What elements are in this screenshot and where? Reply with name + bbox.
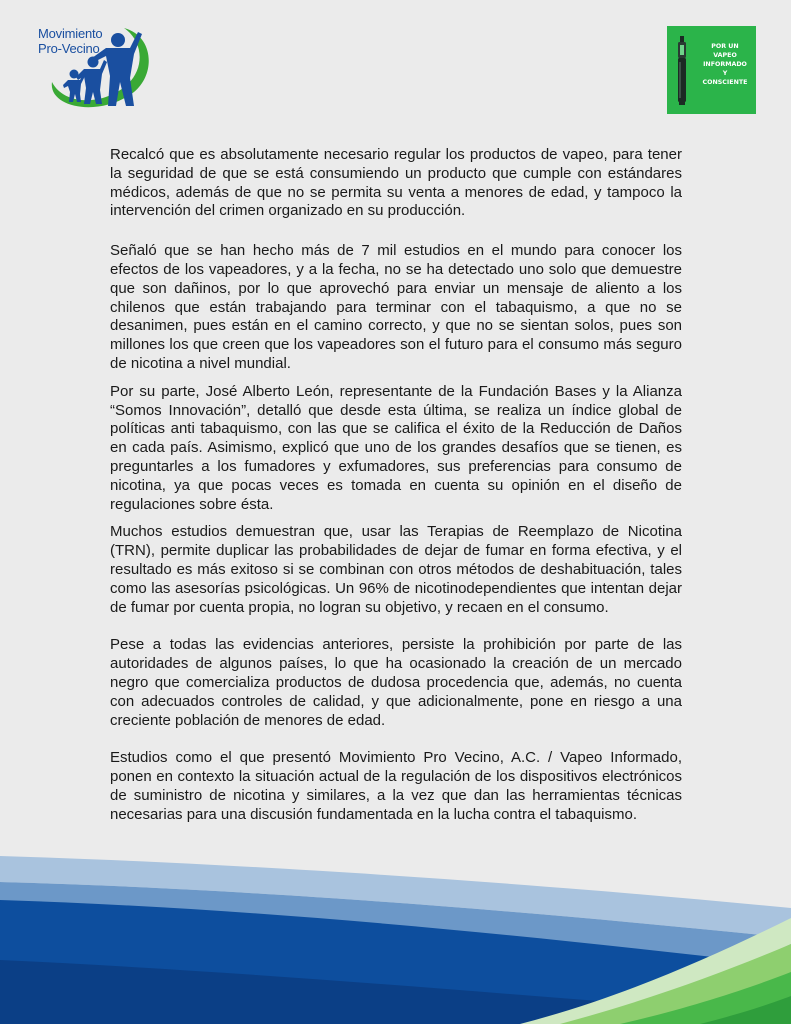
vapeo-informado-badge xyxy=(667,26,756,114)
footer-wave-decoration xyxy=(0,848,791,1024)
movimiento-pro-vecino-logo xyxy=(38,22,158,118)
paragraph: Señaló que se han hecho más de 7 mil estudios en el mundo para conocer los efectos de los vapeadores, y a la fecha, no se ha detectado uno solo que demuestre que son dañinos, por lo que aprovechó para enviar un mensaje de aliento a los chilenos que están trabajando para terminar con el tabaquismo, a que no se desanimen, pues están en el camino correcto, y que no se sientan solos, pues son millones los que creen que los vapeadores son el futuro para el consumo más seguro de nicotina a nivel mundial. xyxy=(110,242,682,372)
logo-wordmark xyxy=(38,26,102,56)
logo-line-2: Pro-Vecino xyxy=(38,41,100,56)
badge-line: VAPEO xyxy=(713,52,737,59)
article-body xyxy=(110,146,682,825)
paragraph: Pese a todas las evidencias anteriores, persiste la prohibición por parte de las autoridades de algunos países, lo que ha ocasionado la creación de un mercado negro que comercializa productos de dudosa procedencia que, además, no cuenta con adecuados controles de calidad, y que adicionalmente, pone en riesgo a una creciente población de menores de edad. xyxy=(110,636,682,729)
badge-slogan xyxy=(695,42,755,87)
paragraph: Recalcó que es absolutamente necesario regular los productos de vapeo, para tener la seguridad de que se está consumiendo un producto que cumple con estándares médicos, además de que no se permita su venta a menores de edad, y tampoco la intervención del crimen organizado en su producción. xyxy=(110,146,682,220)
paragraph: Muchos estudios demuestran que, usar las Terapias de Reemplazo de Nicotina (TRN), permite duplicar las probabilidades de dejar de fumar en forma efectiva, y el resultado es más exitoso si se combinan con otros métodos de deshabituación, tales como las asesorías psicológicas. Un 96% de nicotinodependientes que intentan dejar de fumar por cuenta propia, no logran su objetivo, y recaen en el consumo. xyxy=(110,523,682,616)
badge-line: Y xyxy=(722,70,728,77)
vape-pen-icon xyxy=(675,36,689,106)
badge-line: INFORMADO xyxy=(703,61,747,68)
badge-line: CONSCIENTE xyxy=(702,79,748,86)
badge-line: POR UN xyxy=(711,43,739,50)
paragraph: Estudios como el que presentó Movimiento Pro Vecino, A.C. / Vapeo Informado, ponen en contexto la situación actual de la regulación de los dispositivos electrónicos de suministro de nicotina y similares, a la vez que dan las herramientas técnicas necesarias para una discusión fundamentada en la lucha contra el tabaquismo. xyxy=(110,749,682,823)
paragraph: Por su parte, José Alberto León, representante de la Fundación Bases y la Alianza “Somos Innovación”, detalló que desde esta última, se realiza un índice global de políticas anti tabaquismo, con las que se califica el éxito de la Reducción de Daños en cada país. Asimismo, explicó que uno de los grandes desafíos que se tienen, es preguntarles a los fumadores y exfumadores, sus preferencias para consumo de nicotina, ya que pocas veces es tomada en cuenta su opinión en el diseño de regulaciones sobre ésta. xyxy=(110,382,682,513)
logo-line-1: Movimiento xyxy=(38,26,103,41)
